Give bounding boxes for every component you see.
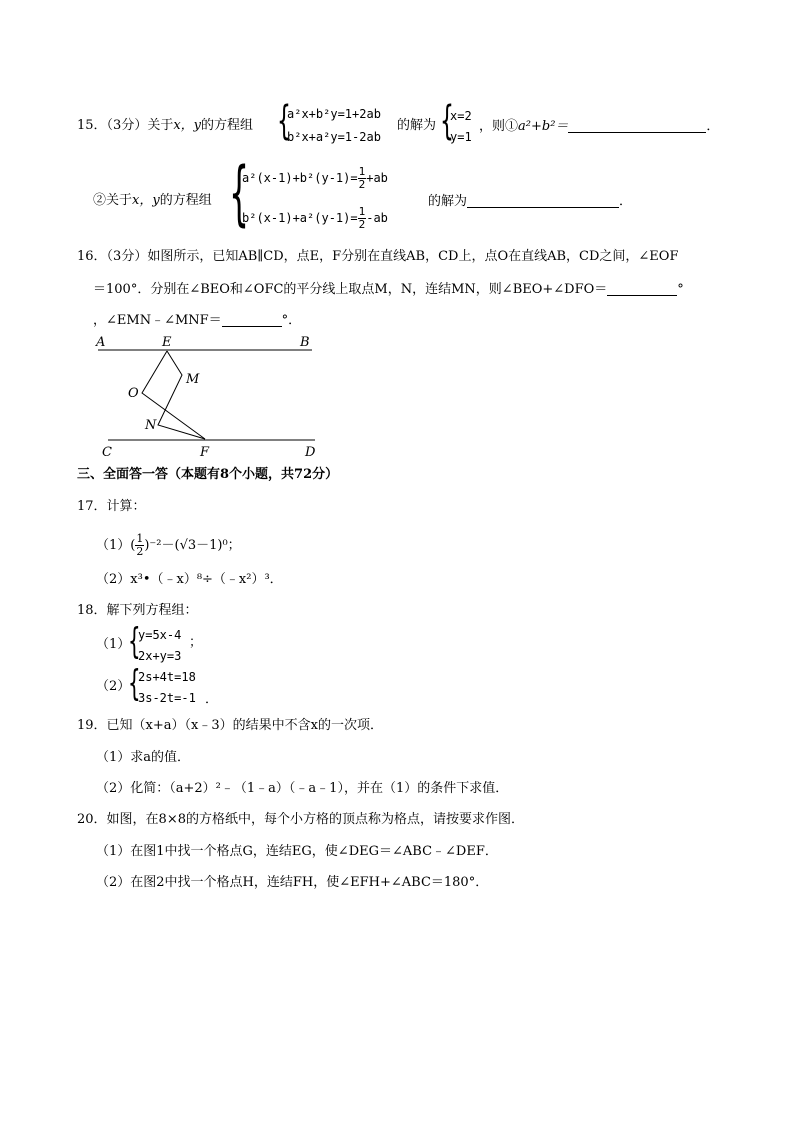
q16-line1: 16．（3分）如图所示，已知AB∥CD，点E，F分别在直线AB，CD上，点O在直线AB，CD之间，∠EOF	[77, 249, 679, 264]
label-d: D	[305, 445, 316, 460]
label-m: M	[186, 372, 200, 387]
q15-vars: x，y	[173, 118, 202, 133]
q16-answer-blank-2[interactable]	[222, 313, 282, 327]
q15-p2-brace: {	[229, 152, 250, 234]
q17-part1: （1）( $\frac{1}{2}$ )⁻²－(√3－1)⁰；	[96, 532, 241, 559]
q16-line2: ＝100°．分别在∠BEO和∠OFC的平分线上取点M，N，连结MN，则∠BEO+∠DFO＝ °	[93, 282, 684, 297]
q17-frac: $\frac{1}{2}$	[136, 532, 144, 559]
q15-p2-eq1: a²(x-1)+b²(y-1)= $\frac{1}{2}$ +ab	[242, 165, 388, 192]
q20-part2: （2）在图2中找一个格点H，连结FH，使∠EFH+∠ABC＝180°．	[96, 875, 489, 890]
label-c: C	[102, 445, 112, 460]
q15-p2-frac1: $\frac{1}{2}$	[358, 165, 366, 192]
label-e: E	[162, 335, 172, 350]
q15-number: 15．（3分）关于	[77, 118, 174, 133]
q15-eq2: b²x+a²y=1-2ab	[287, 130, 381, 144]
q15-brace-left: {	[277, 98, 291, 144]
q17-title: 17．计算：	[77, 499, 146, 514]
q15-answer-blank-1[interactable]	[568, 119, 706, 133]
q18-p1-brace: {	[128, 621, 141, 662]
q15-then: ，则①a²+b²＝ ．	[479, 119, 720, 134]
q18-p2-eq2: 3s-2t=-1	[138, 691, 196, 705]
q16-line3: ，∠EMN﹣∠MNF＝ °．	[93, 313, 302, 328]
q15-brace-sol: {	[440, 98, 454, 144]
label-b: B	[300, 335, 310, 350]
q15-part2: ②关于x，y的方程组	[93, 193, 212, 208]
q15-p2-sol: 的解为 ．	[428, 194, 633, 209]
q15-p2-frac2: $\frac{1}{2}$	[358, 205, 366, 232]
label-o: O	[128, 386, 139, 401]
section-3-heading: 三、全面答一答（本题有8个小题，共72分）	[77, 467, 339, 482]
q18-p1-eq2: 2x+y=3	[138, 649, 182, 663]
q20-title: 20．如图，在8×8的方格纸中，每个小方格的顶点称为格点，请按要求作图．	[77, 812, 524, 827]
q16-figure	[90, 330, 330, 460]
q19-title: 19．已知（x+a）（x﹣3）的结果中不含x的一次项．	[77, 718, 383, 733]
label-n: N	[145, 418, 157, 433]
label-a: A	[96, 335, 106, 350]
q15-expr: a²+b²＝	[518, 119, 569, 134]
q19-part2: （2）化简：（a+2）²﹣（1﹣a）（﹣a﹣1），并在（1）的条件下求值．	[96, 781, 509, 796]
q16-answer-blank-1[interactable]	[607, 282, 677, 296]
q15-answer-blank-2[interactable]	[467, 194, 619, 208]
q15-line1	[77, 119, 253, 132]
q18-p2-label: （2）	[96, 679, 131, 694]
q18-p1-label: （1）	[96, 637, 131, 652]
q15-p2-eq2: b²(x-1)+a²(y-1)= $\frac{1}{2}$ -ab	[242, 205, 388, 232]
q15-sol-label: 的解为	[397, 118, 437, 133]
q18-p1-end: ；	[189, 635, 203, 650]
q15-sol1: x=2	[450, 109, 472, 123]
q17-part2: （2）x³•（﹣x）⁸÷（﹣x²）³．	[96, 572, 283, 587]
q18-p2-brace: {	[128, 663, 141, 704]
q18-p2-end: ．	[205, 692, 219, 707]
q18-title: 18．解下列方程组：	[77, 603, 198, 618]
label-f: F	[200, 445, 210, 460]
q18-p2-eq1: 2s+4t=18	[138, 670, 196, 684]
q20-part1: （1）在图1中找一个格点G，连结EG，使∠DEG＝∠ABC﹣∠DEF．	[96, 844, 498, 859]
segment-e-m-n-f	[158, 351, 205, 439]
q18-p1-eq1: y=5x-4	[138, 628, 182, 642]
q19-part1: （1）求a的值．	[96, 750, 191, 765]
q15-mid: 的方程组	[201, 118, 254, 133]
q15-sol2: y=1	[450, 130, 472, 144]
q15-eq1: a²x+b²y=1+2ab	[287, 107, 381, 121]
